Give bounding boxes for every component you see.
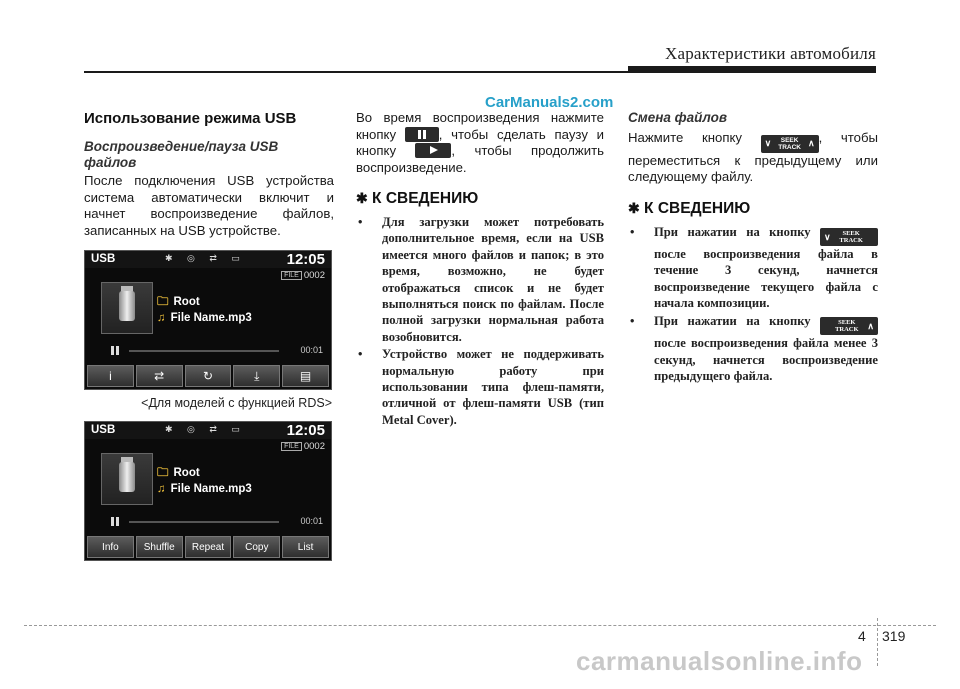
screen-softkeys <box>87 536 329 558</box>
song-line <box>157 312 252 324</box>
info-heading-text: К СВЕДЕНИЮ <box>644 199 751 217</box>
seek-up-button-icon: SEEK TRACK ∧ <box>820 317 878 335</box>
list-softkey[interactable]: List <box>282 536 329 558</box>
asterisk-icon: ✱ <box>628 199 640 216</box>
list-softkey[interactable]: ▤ <box>282 365 329 387</box>
copy-softkey[interactable]: Copy <box>233 536 280 558</box>
file-tag: FILE <box>281 442 302 451</box>
pause-icon[interactable] <box>111 517 119 526</box>
column-3 <box>628 110 878 385</box>
shuffle-softkey[interactable]: ⇄ <box>136 365 183 387</box>
usb-screen-rds <box>84 250 332 390</box>
music-note-icon: ♫ <box>157 312 166 324</box>
info-heading <box>356 190 604 208</box>
pause-text-a: Во время воспроизведения нажмите кнопку <box>356 110 604 142</box>
folder-line <box>157 465 200 484</box>
copy-softkey[interactable]: ⤓ <box>233 365 280 387</box>
watermark-top: CarManuals2.com <box>485 94 614 111</box>
folder-name: Root <box>173 296 200 308</box>
paragraph-change-files <box>628 130 878 186</box>
repeat-softkey[interactable]: Repeat <box>185 536 232 558</box>
file-counter <box>281 441 325 452</box>
info-list <box>356 214 604 428</box>
folder-icon: 🗀 <box>157 467 169 479</box>
file-counter <box>281 270 325 281</box>
list-item: • Устройство может не поддерживать нормальную работу при использовании типа флеш-памяти, отличной от флеш-памяти USB (тип Metal Cover). <box>358 347 604 427</box>
song-line <box>157 483 252 495</box>
subheading-play-pause: Воспроизведение/пауза USB файлов <box>84 139 279 170</box>
seek-track-button-icon: ∨ SEEK TRACK ∧ <box>761 135 819 153</box>
screen-mode-label: USB <box>91 253 116 265</box>
folder-line <box>157 294 200 313</box>
list-item: • При нажатии на кнопку ∨ SEEK TRACK после воспроизведения файла в течение 3 секунд, начнется воспроизведение текущего файла с начала композиции. <box>630 224 878 311</box>
change-text-a: Нажмите кнопку <box>628 130 742 145</box>
folder-name: Root <box>173 467 200 479</box>
info-heading <box>628 200 878 218</box>
song-name: File Name.mp3 <box>170 312 252 324</box>
asterisk-icon: ✱ <box>356 190 368 206</box>
music-note-icon: ♫ <box>157 483 166 495</box>
song-name: File Name.mp3 <box>170 483 252 495</box>
pause-icon[interactable] <box>111 346 119 355</box>
footer-rule <box>24 625 936 626</box>
elapsed-time: 00:01 <box>300 345 323 355</box>
list-item: • Для загрузки может потребовать дополнительное время, если на USB имеется много файлов и папок; в это время, возможно, не будет отображаться список и не будет выполняться поиск по файлам. После полной загрузки нормальная работа возобновится. <box>358 215 604 344</box>
pause-button-icon <box>405 127 439 142</box>
list-item: • При нажатии на кнопку SEEK TRACK ∧ после воспроизведения файла менее 3 секунд, начнется воспроизведение предыдущего файла. <box>630 313 878 383</box>
screen-mode-label: USB <box>91 424 116 436</box>
repeat-softkey[interactable]: ↻ <box>185 365 232 387</box>
paragraph-usb-connect: После подключения USB устройства система автоматически включит и начнет воспроизведение файлов, записанных на USB устройстве. <box>84 173 334 238</box>
shuffle-softkey[interactable]: Shuffle <box>136 536 183 558</box>
pause-text-b: , чтобы сделать паузу и кнопку <box>356 126 605 158</box>
status-icons: ✱ ◎ ⇄ ▭ <box>165 424 246 434</box>
page-number: 319 <box>882 628 906 644</box>
subheading-change-files: Смена файлов <box>628 110 727 125</box>
footer-divider <box>877 618 878 666</box>
folder-icon: 🗀 <box>157 296 169 308</box>
screen-softkeys <box>87 365 329 387</box>
header-rule <box>84 71 876 73</box>
screen-caption: <Для моделей с функцией RDS> <box>141 396 332 410</box>
paragraph-pause-play <box>356 110 604 176</box>
column-1 <box>84 110 334 239</box>
seek-down-button-icon: ∨ SEEK TRACK <box>820 228 878 246</box>
status-icons: ✱ ◎ ⇄ ▭ <box>165 253 246 263</box>
info-softkey[interactable]: Info <box>87 536 134 558</box>
change-text-b: , чтобы переместиться к предыдущему или следующему файлу. <box>628 130 878 184</box>
info-softkey[interactable]: i <box>87 365 134 387</box>
info-heading-text: К СВЕДЕНИЮ <box>372 190 479 207</box>
screen-clock: 12:05 <box>286 251 325 268</box>
screen-clock: 12:05 <box>286 422 325 439</box>
file-number: 0002 <box>303 441 325 452</box>
column-2 <box>356 110 604 429</box>
progress-bar <box>129 521 279 523</box>
elapsed-time: 00:01 <box>300 516 323 526</box>
running-header-title: Характеристики автомобиля <box>665 44 876 63</box>
usb-screen-standard <box>84 421 332 561</box>
watermark-bottom: carmanualsonline.info <box>576 646 863 676</box>
pause-text-c: , чтобы продолжить воспроизведение. <box>356 143 604 175</box>
chapter-number: 4 <box>858 628 866 644</box>
file-tag: FILE <box>281 271 302 280</box>
file-number: 0002 <box>303 270 325 281</box>
progress-bar <box>129 350 279 352</box>
info-list <box>628 224 878 385</box>
play-button-icon <box>415 143 451 158</box>
usb-drive-icon <box>101 282 153 334</box>
usb-drive-icon <box>101 453 153 505</box>
section-heading: Использование режима USB <box>84 110 297 127</box>
